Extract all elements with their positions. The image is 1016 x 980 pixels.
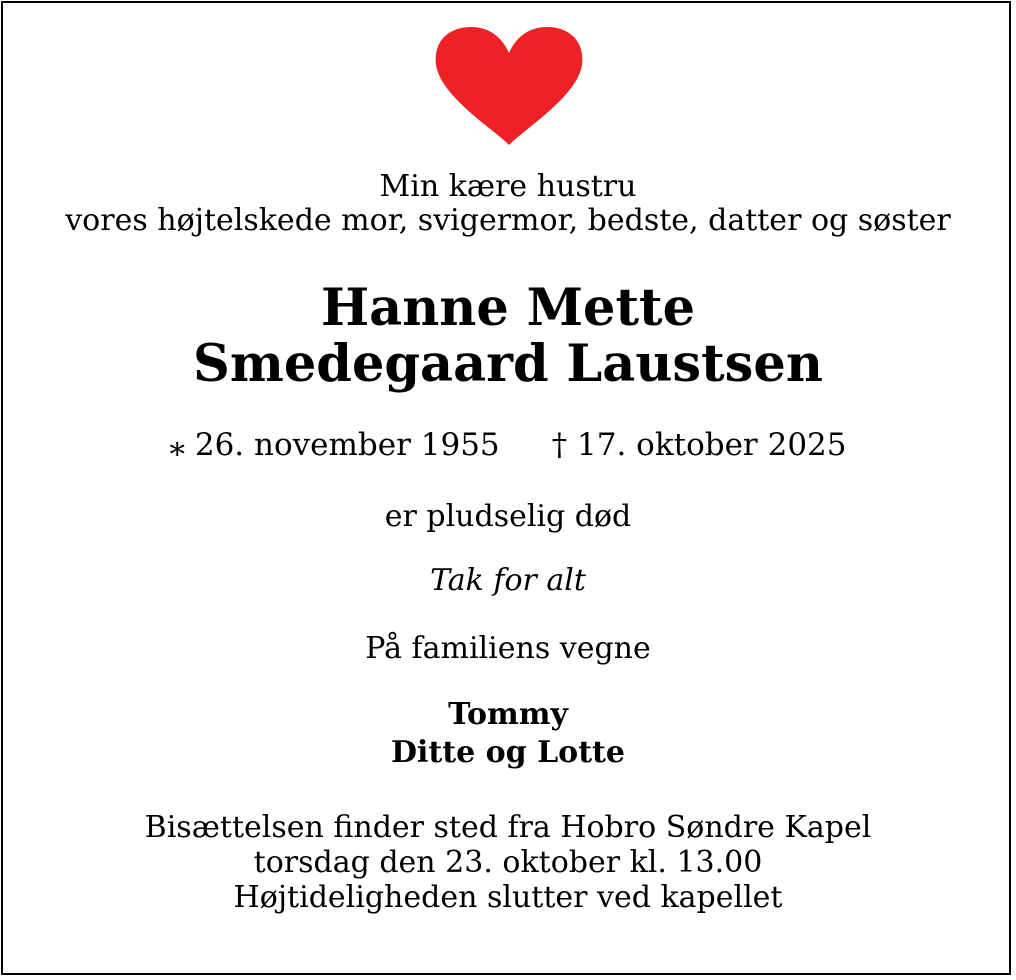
funeral-line-1: Bisættelsen finder sted fra Hobro Søndre Kapel — [144, 810, 872, 845]
signer-line-1: Tommy — [448, 697, 568, 732]
intro-line-2: vores højtelskede mor, svigermor, bedste, datter og søster — [65, 203, 951, 238]
on-behalf-text: På familiens vegne — [365, 631, 651, 666]
intro-line-1: Min kære hustru — [379, 169, 637, 204]
intro-text — [0, 170, 1016, 238]
deceased-name — [0, 280, 1016, 392]
signer-line-2: Ditte og Lotte — [391, 735, 625, 770]
funeral-line-3: Højtideligheden slutter ved kapellet — [233, 880, 783, 915]
thanks-text: Tak for alt — [430, 563, 586, 598]
born-star-icon: ⁎ — [169, 427, 185, 463]
signers — [0, 696, 1016, 772]
cross-icon: † — [551, 427, 568, 463]
death-date: 17. oktober 2025 — [577, 427, 847, 463]
heart-icon — [433, 25, 585, 147]
name-line-2: Smedegaard Laustsen — [193, 334, 823, 394]
name-line-1: Hanne Mette — [320, 278, 696, 338]
died-text: er pludselig død — [384, 499, 632, 534]
funeral-info — [0, 810, 1016, 915]
life-dates — [0, 425, 1016, 465]
birth-date: 26. november 1955 — [194, 427, 500, 463]
funeral-line-2: torsdag den 23. oktober kl. 13.00 — [253, 845, 763, 880]
